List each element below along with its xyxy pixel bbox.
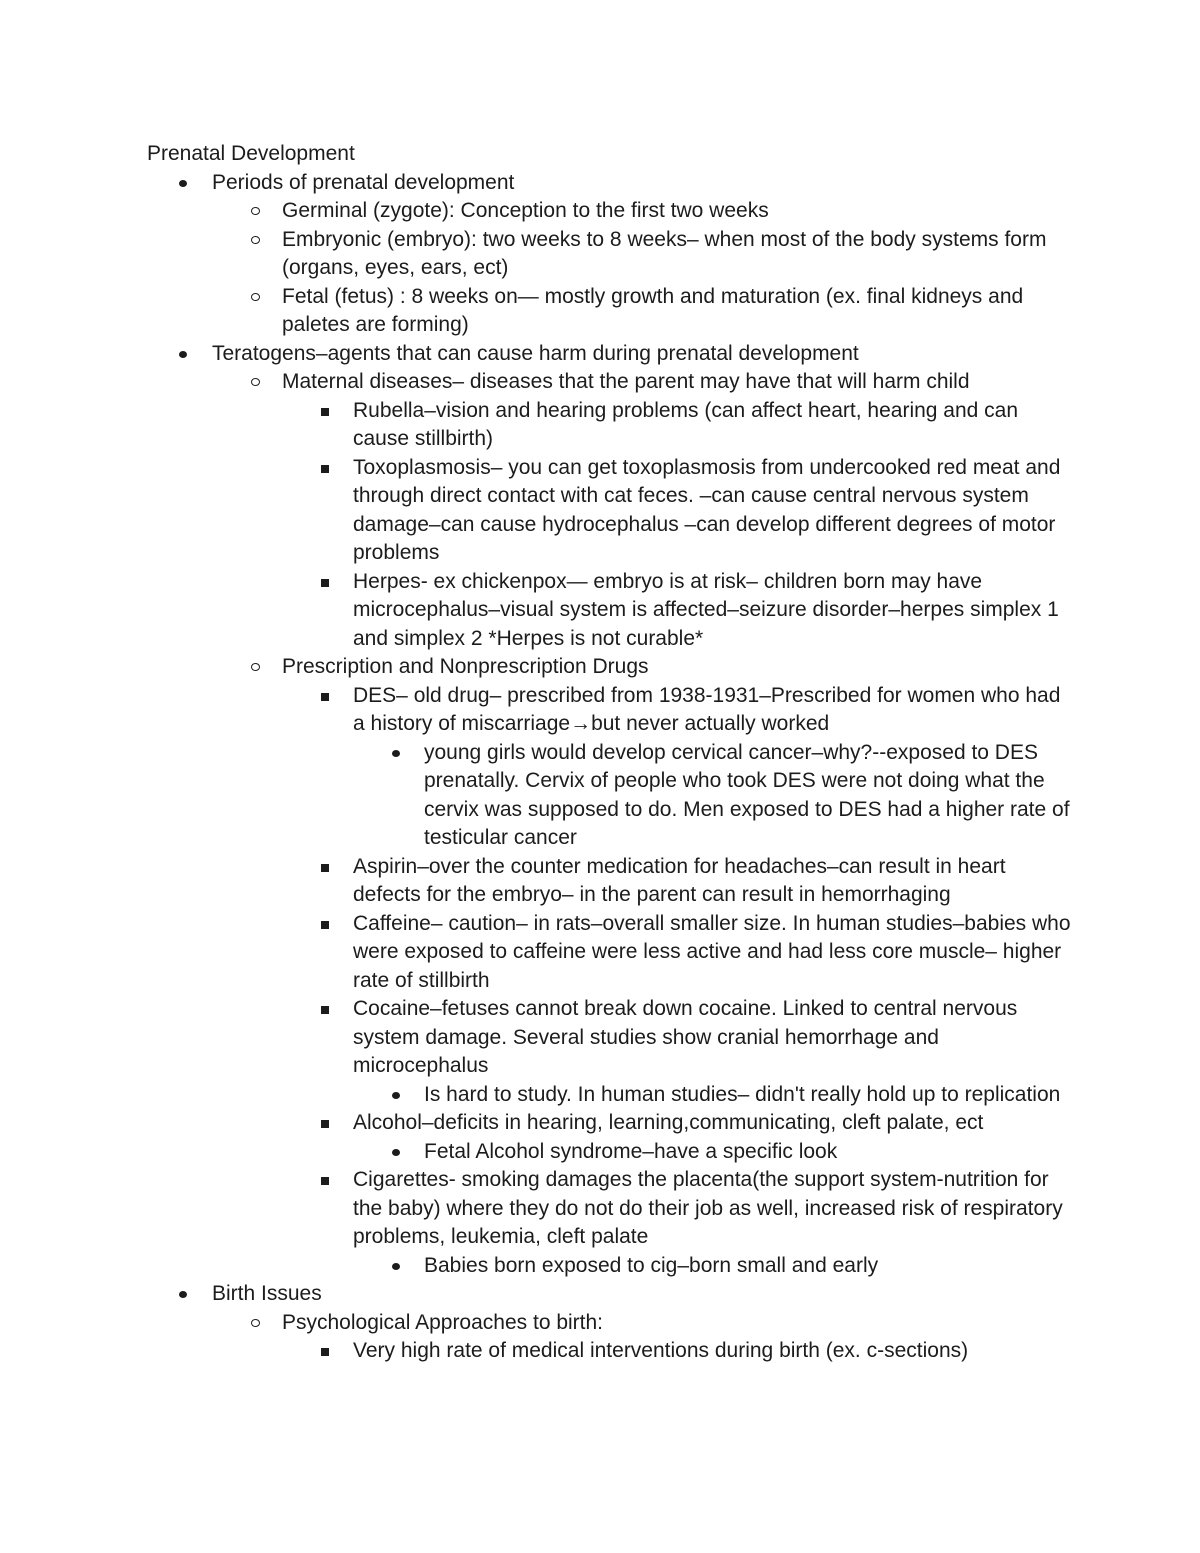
list-item-text: young girls would develop cervical cancer–why?--exposed to DES prenatally. Cervix of people who took DES were not doing what the cervix was supposed to do. Men exposed to DES had a higher rate of testicular cancer — [424, 740, 1070, 849]
list-item-text: Teratogens–agents that can cause harm during prenatal development — [212, 341, 859, 365]
bullet-square-icon — [321, 579, 329, 587]
bullet-square-icon — [321, 1177, 329, 1185]
bullet-circle-icon — [251, 236, 260, 244]
bullet-disc-icon — [179, 180, 187, 187]
list-item-level-2 — [147, 226, 1077, 283]
list-item-text: Fetal (fetus) : 8 weeks on— mostly growth and maturation (ex. final kidneys and paletes are forming) — [282, 284, 1024, 336]
list-item-text: Cigarettes- smoking damages the placenta(the support system-nutrition for the baby) where they do not do their job as well, increased risk of respiratory problems, leukemia, cleft palate — [353, 1168, 1063, 1248]
bullet-circle-icon — [251, 378, 260, 386]
bullet-circle-icon — [251, 663, 260, 671]
list-item-text: Alcohol–deficits in hearing, learning,communicating, cleft palate, ect — [353, 1111, 984, 1134]
document-body — [147, 140, 1077, 1366]
bullet-square-icon — [321, 864, 329, 872]
list-item-text: Herpes- ex chickenpox— embryo is at risk– children born may have microcephalus–visual system is affected–seizure disorder–herpes simplex 1 and simplex 2 *Herpes is not curable* — [353, 569, 1059, 650]
list-item-level-3 — [147, 995, 1077, 1081]
list-item-text: Caffeine– caution– in rats–overall smaller size. In human studies–babies who were exposed to caffeine were less active and had less core muscle– higher rate of stillbirth — [353, 911, 1071, 992]
bullet-square-icon — [321, 465, 329, 473]
list-item-level-2 — [147, 653, 1077, 682]
list-item-level-2 — [147, 283, 1077, 340]
list-item-level-3 — [147, 682, 1077, 739]
bullet-square-icon — [321, 408, 329, 416]
list-item-level-3 — [147, 1166, 1077, 1252]
list-item-text: Periods of prenatal development — [212, 170, 515, 194]
bullet-square-icon — [321, 693, 329, 701]
list-item-text: Is hard to study. In human studies– didn't really hold up to replication — [424, 1082, 1061, 1106]
list-item-text: Embryonic (embryo): two weeks to 8 weeks– when most of the body systems form (organs, eyes, ears, ect) — [282, 227, 1047, 279]
list-item-level-1 — [147, 1280, 1077, 1309]
list-item-level-1 — [147, 340, 1077, 369]
list-item-text: Psychological Approaches to birth: — [282, 1310, 604, 1334]
list-item-text: Prescription and Nonprescription Drugs — [282, 655, 649, 678]
list-item-text: Babies born exposed to cig–born small and early — [424, 1253, 879, 1277]
list-item-level-2 — [147, 368, 1077, 397]
list-item-text: Aspirin–over the counter medication for headaches–can result in heart defects for the embryo– in the parent can result in hemorrhaging — [353, 854, 1006, 906]
list-item-level-4 — [147, 739, 1077, 853]
list-item-text: Maternal diseases– diseases that the parent may have that will harm child — [282, 370, 970, 393]
list-item-level-3 — [147, 397, 1077, 454]
list-item-text: Birth Issues — [212, 1282, 322, 1305]
list-item-text: DES– old drug– prescribed from 1938-1931–Prescribed for women who had a history of miscarriage→but never actually worked — [353, 683, 1061, 735]
list-item-level-3 — [147, 853, 1077, 910]
bullet-square-icon — [321, 1120, 329, 1128]
list-item-text: Rubella–vision and hearing problems (can affect heart, hearing and can cause stillbirth) — [353, 398, 1019, 450]
outline-list — [147, 169, 1077, 1366]
list-item-level-3 — [147, 454, 1077, 568]
list-item-level-4 — [147, 1081, 1077, 1110]
bullet-circle-icon — [251, 1319, 260, 1327]
list-item-text: Cocaine–fetuses cannot break down cocaine. Linked to central nervous system damage. Several studies show cranial hemorrhage and microcephalus — [353, 997, 1018, 1077]
list-item-text: Fetal Alcohol syndrome–have a specific look — [424, 1139, 838, 1163]
list-item-level-3 — [147, 1109, 1077, 1138]
list-item-text: Germinal (zygote): Conception to the first two weeks — [282, 199, 769, 222]
bullet-square-icon — [321, 1006, 329, 1014]
bullet-square-icon — [321, 921, 329, 929]
bullet-square-icon — [321, 1348, 329, 1356]
list-item-level-3 — [147, 568, 1077, 654]
bullet-disc-icon — [392, 1149, 400, 1156]
bullet-disc-icon — [179, 351, 187, 358]
list-item-text: Toxoplasmosis– you can get toxoplasmosis from undercooked red meat and through direct contact with cat feces. –can cause central nervous system damage–can cause hydrocephalus –can develop different degrees of motor problems — [353, 455, 1061, 564]
bullet-disc-icon — [392, 1263, 400, 1270]
list-item-level-1 — [147, 169, 1077, 198]
list-item-level-2 — [147, 1309, 1077, 1338]
list-item-level-2 — [147, 197, 1077, 226]
bullet-circle-icon — [251, 293, 260, 301]
bullet-disc-icon — [179, 1291, 187, 1298]
list-item-level-3 — [147, 910, 1077, 996]
list-item-text: Very high rate of medical interventions during birth (ex. c-sections) — [353, 1339, 969, 1362]
list-item-level-3 — [147, 1337, 1077, 1366]
document-title: Prenatal Development — [147, 142, 355, 165]
bullet-disc-icon — [392, 750, 400, 757]
list-item-level-4 — [147, 1138, 1077, 1167]
bullet-circle-icon — [251, 207, 260, 215]
bullet-disc-icon — [392, 1092, 400, 1099]
list-item-level-4 — [147, 1252, 1077, 1281]
